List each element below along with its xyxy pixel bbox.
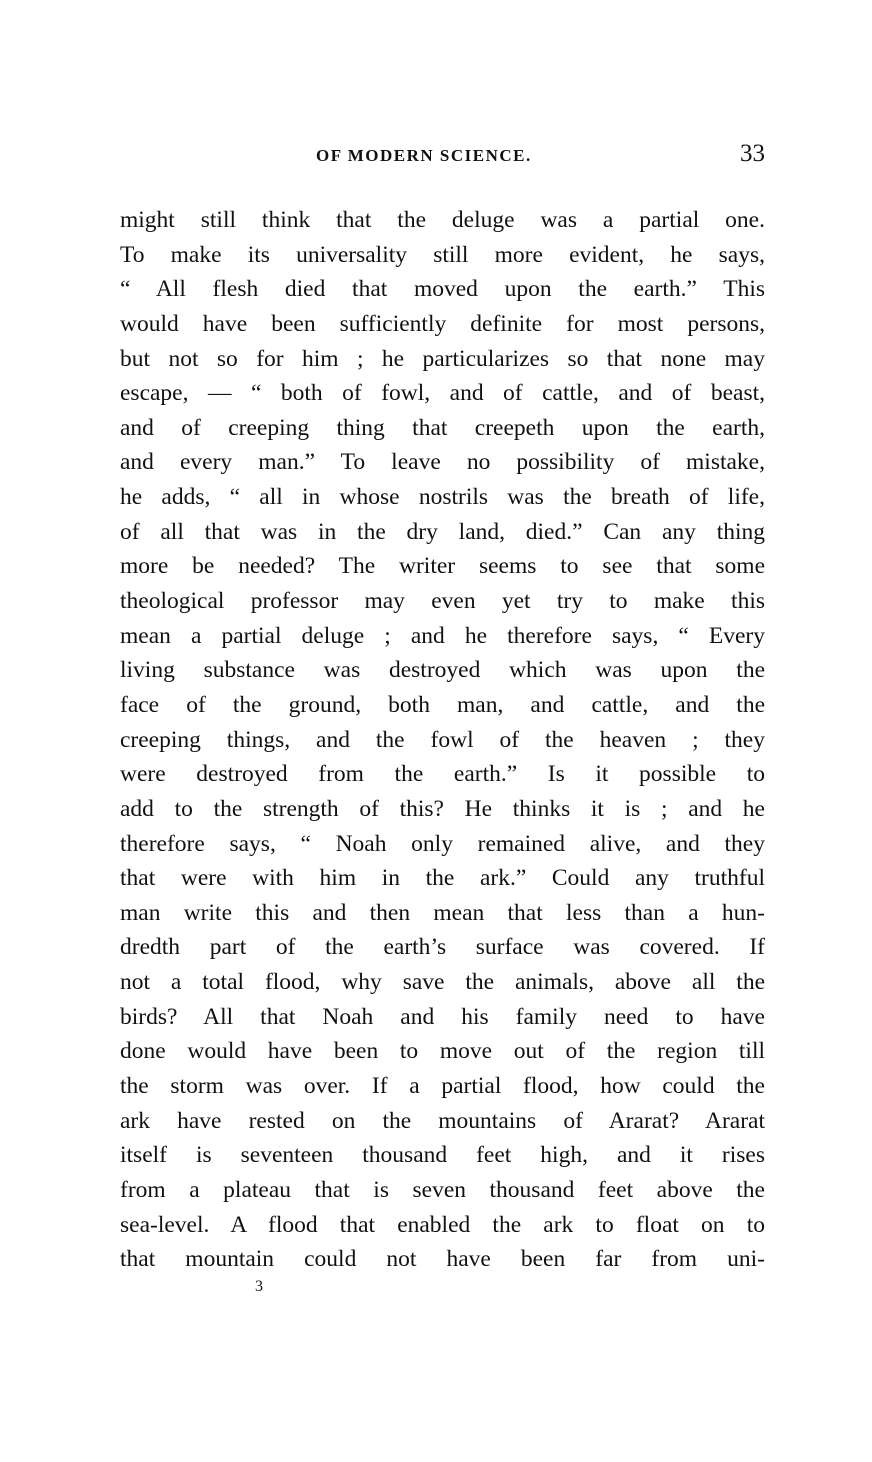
text-line: add to the strength of this? He thinks it is ; and he xyxy=(120,795,765,822)
text-line: that mountain could not have been far from uni- xyxy=(120,1246,765,1273)
text-line: the storm was over. If a partial flood, how could the xyxy=(120,1073,765,1100)
text-line: sea-level. A flood that enabled the ark to float on to xyxy=(120,1211,765,1238)
running-title: OF MODERN SCIENCE. xyxy=(316,146,532,165)
text-line: dredth part of the earth’s surface was covered. If xyxy=(120,934,765,961)
page-header xyxy=(120,140,765,170)
text-line: that were with him in the ark.” Could any truthful xyxy=(120,865,765,892)
text-line: but not so for him ; he particularizes so that none may xyxy=(120,345,765,372)
text-line: and of creeping thing that creepeth upon the earth, xyxy=(120,414,765,441)
text-line: of all that was in the dry land, died.” Can any thing xyxy=(120,518,765,545)
text-line: “ All flesh died that moved upon the earth.” This xyxy=(120,276,765,303)
text-line: and every man.” To leave no possibility of mistake, xyxy=(120,449,765,476)
text-line: ark have rested on the mountains of Ararat? Ararat xyxy=(120,1107,765,1134)
text-line: theological professor may even yet try to make this xyxy=(120,588,765,615)
text-line: birds? All that Noah and his family need to have xyxy=(120,1003,765,1030)
text-line: living substance was destroyed which was upon the xyxy=(120,657,765,684)
page-number: 33 xyxy=(740,140,765,167)
text-line: would have been sufficiently definite for most persons, xyxy=(120,310,765,337)
text-line: done would have been to move out of the region till xyxy=(120,1038,765,1065)
text-line: more be needed? The writer seems to see that some xyxy=(120,553,765,580)
text-line: itself is seventeen thousand feet high, and it rises xyxy=(120,1142,765,1169)
text-line: therefore says, “ Noah only remained alive, and they xyxy=(120,830,765,857)
signature-mark: 3 xyxy=(255,1278,263,1295)
text-line: from a plateau that is seven thousand feet above the xyxy=(120,1176,765,1203)
text-line: mean a partial deluge ; and he therefore says, “ Every xyxy=(120,622,765,649)
body-text xyxy=(120,203,765,1277)
text-line: escape, — “ both of fowl, and of cattle, and of beast, xyxy=(120,380,765,407)
text-line: he adds, “ all in whose nostrils was the breath of life, xyxy=(120,484,765,511)
text-line: man write this and then mean that less than a hun- xyxy=(120,899,765,926)
text-line: face of the ground, both man, and cattle, and the xyxy=(120,691,765,718)
text-line: were destroyed from the earth.” Is it possible to xyxy=(120,761,765,788)
text-line: might still think that the deluge was a partial one. xyxy=(120,207,765,233)
text-line: creeping things, and the fowl of the heaven ; they xyxy=(120,726,765,753)
text-line: To make its universality still more evident, he says, xyxy=(120,241,765,268)
text-line: not a total flood, why save the animals, above all the xyxy=(120,969,765,996)
